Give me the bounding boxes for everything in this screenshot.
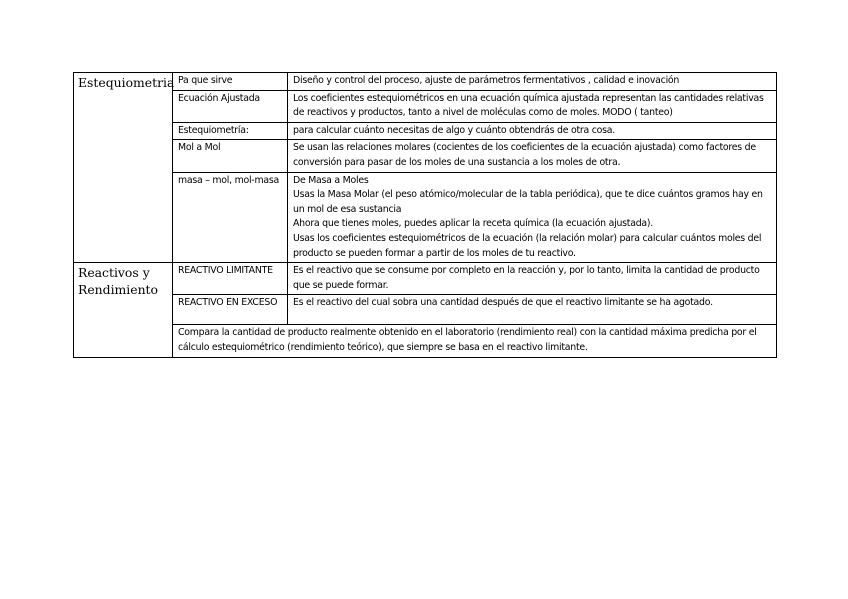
- table-row: [74, 325, 777, 357]
- section-title: Reactivos y Rendimiento: [78, 265, 159, 298]
- topic-cell: [173, 90, 288, 122]
- description-cell: [288, 122, 777, 140]
- table-row: [74, 263, 777, 295]
- section-title-cell: [74, 73, 173, 263]
- description-text: Es el reactivo del cual sobra una cantidad después de que el reactivo limitante se ha agotado.: [293, 297, 713, 309]
- description-text: Usas los coeficientes estequiométricos de la ecuación (la relación molar) para calcular cuántos moles del producto se pueden formar a partir de los moles de tu reactivo.: [293, 232, 762, 259]
- topic-label: Estequiometría:: [178, 124, 249, 136]
- note-cell: [173, 325, 777, 357]
- section-title-cell: [74, 263, 173, 357]
- topic-cell: [173, 263, 288, 295]
- description-text: para calcular cuánto necesitas de algo y cuánto obtendrás de otra cosa.: [293, 124, 615, 136]
- description-text: Diseño y control del proceso, ajuste de parámetros fermentativos , calidad e inovación: [293, 75, 680, 86]
- description-text: De Masa a Moles: [293, 174, 369, 186]
- topic-cell: [173, 122, 288, 140]
- topic-cell: [173, 295, 288, 325]
- description-cell: [288, 90, 777, 122]
- note-text: Compara la cantidad de producto realmente obtenido en el laboratorio (rendimiento real) con la cantidad máxima predicha por el cálculo estequiométrico (rendimiento teórico), que siempre se basa en el reactivo limitante.: [178, 327, 757, 353]
- topic-label: REACTIVO EN EXCESO: [178, 297, 278, 309]
- table-row: [74, 73, 777, 91]
- table-row: [74, 140, 777, 172]
- table-row: [74, 122, 777, 140]
- description-text: Es el reactivo que se consume por completo en la reacción y, por lo tanto, limita la cantidad de producto que se puede formar.: [293, 265, 760, 291]
- table-row: [74, 172, 777, 263]
- topic-label: Ecuación Ajustada: [178, 92, 260, 104]
- description-text: Ahora que tienes moles, puedes aplicar la receta química (la ecuación ajustada).: [293, 218, 654, 230]
- topic-label: REACTIVO LIMITANTE: [178, 265, 273, 277]
- description-text: Se usan las relaciones molares (cocientes de los coeficientes de la ecuación ajustada) como factores de conversión para pasar de los moles de una sustancia a los moles de otra.: [293, 142, 756, 168]
- description-cell: [288, 295, 777, 325]
- description-cell: [288, 73, 777, 91]
- topic-cell: [173, 73, 288, 91]
- description-text: Usas la Masa Molar (el peso atómico/molecular de la tabla periódica), que te dice cuántos gramos hay en un mol de esa sustancia: [293, 189, 763, 215]
- description-text: Los coeficientes estequiométricos en una ecuación química ajustada representan las cantidades relativas de reactivos y productos, tanto a nivel de moléculas como de moles. MODO ( tanteo): [293, 92, 764, 119]
- table-row: [74, 90, 777, 122]
- topic-label: Mol a Mol: [178, 142, 221, 154]
- description-cell: [288, 140, 777, 172]
- description-cell: [288, 263, 777, 295]
- section-title: Estequiometria: [78, 75, 175, 90]
- topic-cell: [173, 140, 288, 172]
- stoichiometry-table: [73, 72, 777, 358]
- table-row: [74, 295, 777, 325]
- topic-label: masa – mol, mol-masa: [178, 174, 279, 186]
- topic-cell: [173, 172, 288, 263]
- topic-label: Pa que sirve: [178, 75, 233, 86]
- description-cell: [288, 172, 777, 263]
